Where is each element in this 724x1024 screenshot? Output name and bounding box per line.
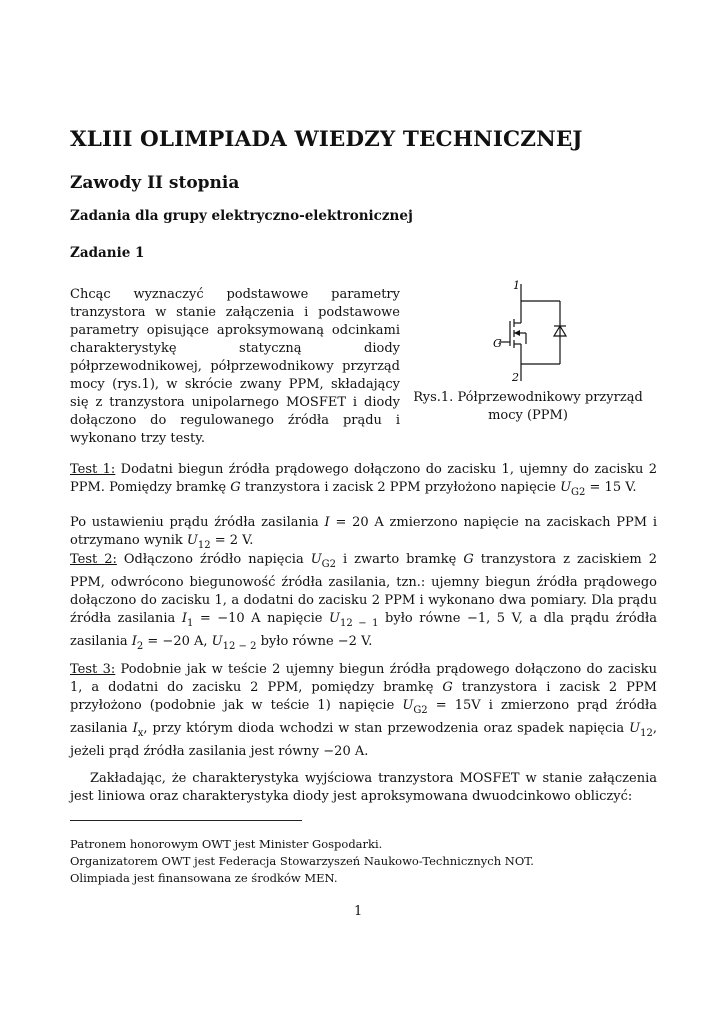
gate-symbol: G (442, 680, 453, 695)
closing-paragraph: Zakładając, że charakterystyka wyjściowa tranzystora MOSFET w stanie załączenia jest liniowa oraz charakterystyka diody jest aproksymowana dwuodcinkowo obliczyć: (70, 771, 657, 804)
footnote-divider (70, 820, 302, 821)
caption-line-2: mocy (PPM) (488, 408, 568, 423)
voltage-symbol: U (186, 533, 198, 548)
text: , przy którym dioda wchodzi w stan przewodzenia oraz spadek napięcia (143, 721, 630, 736)
subscript: 12 (640, 728, 653, 739)
current-symbol: I (181, 611, 187, 626)
gate-label: G (493, 337, 502, 350)
document-title: XLIII OLIMPIADA WIEDZY TECHNICZNEJ (70, 127, 583, 152)
text: tranzystora i zacisk 2 PPM przyłożono napięcie (240, 480, 561, 495)
text: Odłączono źródło napięcia (116, 552, 311, 567)
text: = −10 A napięcie (193, 611, 329, 626)
caption-line-1: Rys.1. Półprzewodnikowy przyrząd (413, 390, 643, 405)
footnote-1: Patronem honorowym OWT jest Minister Gospodarki. (70, 837, 383, 851)
ppm-circuit-diagram (480, 276, 590, 388)
subscript: G2 (413, 705, 428, 716)
voltage-symbol: U (310, 552, 322, 567)
test-3-label: Test 3: (70, 662, 116, 677)
text: tranzystora i zacisk 2 PPM przyłożono (podobnie jak w teście 1) napięcie (70, 680, 657, 713)
terminal-1-label: 1 (513, 279, 520, 292)
text: = 2 V. (210, 533, 254, 548)
gate-symbol: G (230, 480, 241, 495)
footnote-3: Olimpiada jest finansowana ze środków MEN. (70, 871, 338, 885)
current-symbol: I (131, 634, 137, 649)
page-number: 1 (354, 904, 363, 919)
test-2-label: Test 2: (70, 552, 117, 567)
text: = 15 V. (585, 480, 637, 495)
subscript: G2 (571, 487, 586, 498)
voltage-symbol: U (211, 634, 223, 649)
figure-caption (412, 389, 644, 425)
test-1-label: Test 1: (70, 462, 116, 477)
terminal-2-label: 2 (512, 371, 519, 384)
text: Podobnie jak w teście 2 ujemny biegun źródła prądowego dołączono do zacisku 1, a dodatni do zacisku 2 PPM, pomiędzy bramkę (70, 662, 657, 695)
test-1-paragraph (70, 461, 657, 502)
subscript: x (137, 728, 144, 739)
footnotes (70, 836, 534, 887)
voltage-symbol: U (629, 721, 641, 736)
gate-symbol: G (463, 552, 474, 567)
text: było równe −2 V. (256, 634, 373, 649)
current-symbol: I (132, 721, 138, 736)
text: = 15V i zmierzono prąd źródła zasilania (70, 698, 657, 736)
group-heading: Zadania dla grupy elektryczno-elektronicznej (70, 208, 413, 224)
voltage-symbol: U (329, 611, 340, 626)
subscript: 12 (197, 540, 211, 551)
footnote-2: Organizatorem OWT jest Federacja Stowarzyszeń Naukowo-Technicznych NOT. (70, 854, 534, 868)
stage-heading: Zawody II stopnia (70, 173, 240, 193)
text: = 20 A zmierzono napięcie na zaciskach PPM i otrzymano wynik (70, 515, 657, 548)
test-3-paragraph (70, 661, 657, 761)
task-heading: Zadanie 1 (70, 245, 145, 261)
text: , jeżeli prąd źródła zasilania jest równy −20 A. (70, 721, 658, 759)
text: Po ustawieniu prądu źródła zasilania (70, 515, 325, 530)
subscript: 2 (136, 641, 144, 652)
text: = −20 A, (143, 634, 212, 649)
text: Dodatni biegun źródła prądowego dołączono do zacisku 1, ujemny do zacisku 2 PPM. Pomiędzy bramkę (70, 462, 657, 495)
test-2-paragraph (70, 551, 657, 656)
current-symbol: I (324, 515, 330, 530)
subscript: 1 (186, 618, 194, 629)
intro-paragraph: Chcąc wyznaczyć podstawowe parametry tranzystora w stanie załączenia i podstawowe parametry opisujące aproksymowaną odcinkami charakterystykę statyczną diody półprzewodnikowej, półprzewodnikowy przyrząd mocy (rys.1), w skrócie zwany PPM, składający się z tranzystora unipolarnego MOSFET i diody dołączono do regulowanego źródła prądu i wykonano trzy testy. (70, 287, 400, 446)
text: tranzystora z zaciskiem 2 PPM, odwrócono biegunowość źródła zasilania, tzn.: ujemny biegun źródła prądowego dołączono do zacisku 1, a dodatni do zacisku 2 PPM i wykonano dwa pomiary. Dla prądu źródła zasilania (70, 552, 657, 626)
text: i zwarto bramkę (336, 552, 464, 567)
subscript: G2 (321, 559, 337, 570)
test-1-result-paragraph (70, 514, 657, 555)
subscript: 12 − 1 (339, 618, 379, 629)
subscript: 12 − 2 (222, 641, 257, 652)
text: było równe −1, 5 V, a dla prądu źródła zasilania (70, 611, 657, 649)
voltage-symbol: U (560, 480, 572, 495)
voltage-symbol: U (402, 698, 414, 713)
